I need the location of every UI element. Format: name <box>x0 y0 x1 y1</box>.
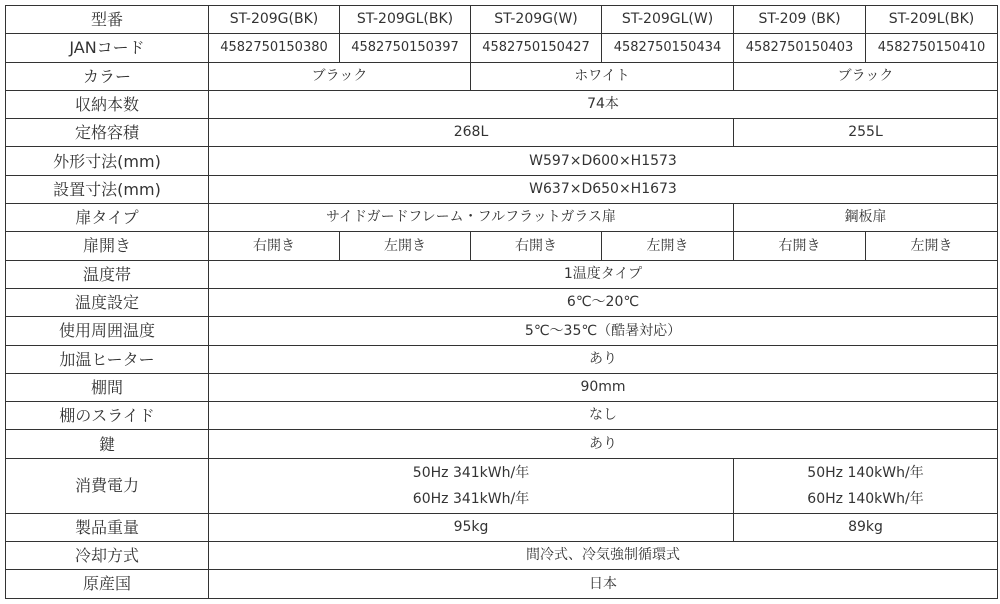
model-6: ST-209L(BK) <box>866 6 998 34</box>
row-install-dim <box>6 175 998 203</box>
door-type-steel: 鋼板扉 <box>734 204 998 232</box>
door-open-2: 左開き <box>340 232 471 260</box>
door-open-3: 右開き <box>471 232 602 260</box>
power-glass <box>209 458 734 513</box>
door-open-5: 右開き <box>734 232 866 260</box>
origin-value: 日本 <box>209 570 998 598</box>
row-door-type <box>6 204 998 232</box>
label-volume: 定格容積 <box>6 119 209 147</box>
jan-6: 4582750150410 <box>866 34 998 62</box>
temp-setting-value: 6℃～20℃ <box>209 288 998 316</box>
volume-glass: 268L <box>209 119 734 147</box>
door-type-glass: サイドガードフレーム・フルフラットガラス扉 <box>209 204 734 232</box>
door-open-6: 左開き <box>866 232 998 260</box>
door-open-1: 右開き <box>209 232 340 260</box>
label-heater: 加温ヒーター <box>6 345 209 373</box>
row-power <box>6 458 998 513</box>
power-steel-50hz: 50Hz 140kWh/年 <box>807 464 924 481</box>
label-door-open: 扉開き <box>6 232 209 260</box>
label-capacity: 収納本数 <box>6 90 209 118</box>
spec-table <box>5 5 998 599</box>
row-outer-dim <box>6 147 998 175</box>
row-key <box>6 430 998 458</box>
color-black-glass: ブラック <box>209 62 471 90</box>
label-temp-setting: 温度設定 <box>6 288 209 316</box>
label-cooling: 冷却方式 <box>6 542 209 570</box>
label-temp-zone: 温度帯 <box>6 260 209 288</box>
label-weight: 製品重量 <box>6 513 209 541</box>
power-glass-50hz: 50Hz 341kWh/年 <box>412 464 530 481</box>
temp-zone-value: 1温度タイプ <box>209 260 998 288</box>
door-open-4: 左開き <box>602 232 734 260</box>
cooling-value: 間冷式、冷気強制循環式 <box>209 542 998 570</box>
shelf-slide-value: なし <box>209 402 998 430</box>
row-cooling <box>6 542 998 570</box>
power-steel-60hz: 60Hz 140kWh/年 <box>807 490 924 507</box>
install-dim-value: W637×D650×H1673 <box>209 175 998 203</box>
power-glass-60hz: 60Hz 341kWh/年 <box>412 490 530 507</box>
row-volume <box>6 119 998 147</box>
shelf-gap-value: 90mm <box>209 373 998 401</box>
label-shelf-gap: 棚間 <box>6 373 209 401</box>
jan-3: 4582750150427 <box>471 34 602 62</box>
outer-dim-value: W597×D600×H1573 <box>209 147 998 175</box>
heater-value: あり <box>209 345 998 373</box>
label-power: 消費電力 <box>6 458 209 513</box>
ambient-temp-value: 5℃～35℃（酷暑対応） <box>209 317 998 345</box>
color-black-steel: ブラック <box>734 62 998 90</box>
model-1: ST-209G(BK) <box>209 6 340 34</box>
jan-4: 4582750150434 <box>602 34 734 62</box>
row-heater <box>6 345 998 373</box>
label-model: 型番 <box>6 6 209 34</box>
model-4: ST-209GL(W) <box>602 6 734 34</box>
row-capacity <box>6 90 998 118</box>
row-color <box>6 62 998 90</box>
model-3: ST-209G(W) <box>471 6 602 34</box>
key-value: あり <box>209 430 998 458</box>
row-temp-zone <box>6 260 998 288</box>
volume-steel: 255L <box>734 119 998 147</box>
jan-5: 4582750150403 <box>734 34 866 62</box>
weight-glass: 95kg <box>209 513 734 541</box>
row-shelf-gap <box>6 373 998 401</box>
model-5: ST-209 (BK) <box>734 6 866 34</box>
row-temp-setting <box>6 288 998 316</box>
label-key: 鍵 <box>6 430 209 458</box>
label-outer-dim: 外形寸法(mm) <box>6 147 209 175</box>
jan-2: 4582750150397 <box>340 34 471 62</box>
row-door-open <box>6 232 998 260</box>
label-install-dim: 設置寸法(mm) <box>6 175 209 203</box>
label-shelf-slide: 棚のスライド <box>6 402 209 430</box>
row-jan <box>6 34 998 62</box>
label-color: カラー <box>6 62 209 90</box>
label-ambient-temp: 使用周囲温度 <box>6 317 209 345</box>
row-weight <box>6 513 998 541</box>
model-2: ST-209GL(BK) <box>340 6 471 34</box>
color-white: ホワイト <box>471 62 734 90</box>
label-jan: JANコード <box>6 34 209 62</box>
row-shelf-slide <box>6 402 998 430</box>
row-model <box>6 6 998 34</box>
row-ambient-temp <box>6 317 998 345</box>
weight-steel: 89kg <box>734 513 998 541</box>
label-door-type: 扉タイプ <box>6 204 209 232</box>
capacity-value: 74本 <box>209 90 998 118</box>
jan-1: 4582750150380 <box>209 34 340 62</box>
row-origin <box>6 570 998 598</box>
label-origin: 原産国 <box>6 570 209 598</box>
power-steel <box>734 458 998 513</box>
